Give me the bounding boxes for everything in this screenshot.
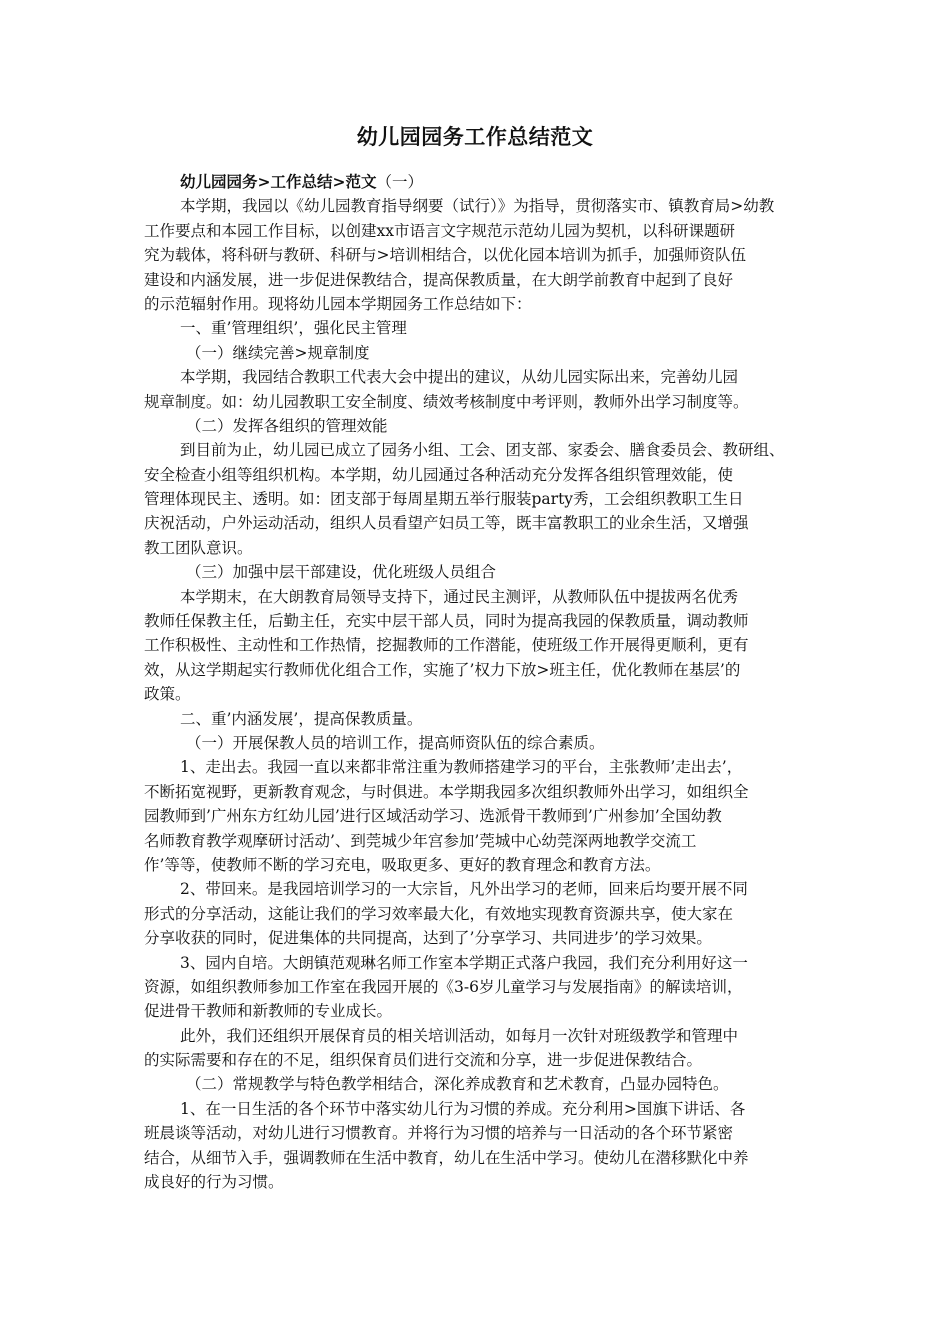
text-line: （二）发挥各组织的管理效能	[186, 416, 388, 435]
text-line: 1、在一日生活的各个环节中落实幼儿行为习惯的养成。充分利用>国旗下讲话、各	[180, 1099, 746, 1118]
text-line: 二、重’内涵发展’，提高保教质量。	[180, 709, 423, 728]
text-line: （一）开展保教人员的培训工作，提高师资队伍的综合素质。	[186, 733, 605, 752]
text-line: 结合，从细节入手，强调教师在生活中教育，幼儿在生活中学习。使幼儿在潜移默化中养	[144, 1148, 749, 1167]
text-line: 班晨谈等活动，对幼儿进行习惯教育。并将行为习惯的培养与一日活动的各个环节紧密	[144, 1124, 734, 1143]
document-title: 幼儿园园务工作总结范文	[356, 125, 594, 149]
text-line: 教师任保教主任，后勤主任，充实中层干部人员，同时为提高我园的保教质量，调动教师	[144, 612, 749, 631]
text-line: 效，从这学期起实行教师优化组合工作，实施了’权力下放>班主任，优化教师在基层’的	[144, 660, 741, 679]
text-line: 的实际需要和存在的不足，组织保育员们进行交流和分享，进一步促进保教结合。	[144, 1051, 703, 1070]
text-line: 的示范辐射作用。现将幼儿园本学期园务工作总结如下：	[144, 294, 532, 313]
paragraph-lines	[144, 194, 812, 1194]
text-line: 园教师到’广州东方红幼儿园’进行区域活动学习、选派骨干教师到’广州参加’全国幼教	[144, 807, 722, 826]
text-line: 管理体现民主、透明。如：团支部于每周星期五举行服装party秀，工会组织教职工生日	[144, 490, 744, 509]
text-line: 本学期末，在大朗教育局领导支持下，通过民主测评，从教师队伍中提拔两名优秀	[180, 587, 739, 606]
text-line: 规章制度。如：幼儿园教职工安全制度、绩效考核制度中考评则，教师外出学习制度等。	[144, 392, 749, 411]
text-line: 政策。	[144, 685, 191, 704]
text-line: 成良好的行为习惯。	[144, 1173, 284, 1192]
text-line: （一）继续完善>规章制度	[186, 343, 370, 362]
section-subtitle	[144, 170, 812, 194]
text-line: 3、园内自培。大朗镇范观琳名师工作室本学期正式落户我园，我们充分利用好这一	[180, 953, 748, 972]
text-line: 建设和内涵发展，进一步促进保教结合，提高保教质量，在大朗学前教育中起到了良好	[144, 270, 734, 289]
text-line: （三）加强中层干部建设，优化班级人员组合	[186, 563, 497, 582]
text-line: 分享收获的同时，促进集体的共同提高，达到了’分享学习、共同进步’的学习效果。	[144, 929, 712, 948]
text-line: 安全检查小组等组织机构。本学期，幼儿园通过各种活动充分发挥各组织管理效能，使	[144, 465, 734, 484]
text-line: 名师教育教学观摩研讨活动’、到莞城少年宫参加’莞城中心幼莞深两地教学交流工	[144, 831, 697, 850]
text-line: 一、重’管理组织’，强化民主管理	[180, 319, 407, 338]
text-line: 作’等等，使教师不断的学习充电，吸取更多、更好的教育理念和教育方法。	[144, 855, 661, 874]
text-line: 到目前为止，幼儿园已成立了园务小组、工会、团支部、家委会、膳食委员会、教研组、	[180, 441, 785, 460]
text-line: 本学期，我园结合教职工代表大会中提出的建议，从幼儿园实际出来，完善幼儿园	[180, 368, 739, 387]
subtitle-bold: 幼儿园园务>工作总结>范文	[180, 173, 377, 191]
text-line: 1、走出去。我园一直以来都非常注重为教师搭建学习的平台，主张教师’走出去’，	[180, 758, 743, 777]
text-line: 形式的分享活动，这能让我们的学习效率最大化，有效地实现教育资源共享，使大家在	[144, 904, 734, 923]
text-line: 2、带回来。是我园培训学习的一大宗旨，凡外出学习的老师，回来后均要开展不同	[180, 880, 748, 899]
text-line: 庆祝活动，户外运动活动，组织人员看望产妇员工等，既丰富教职工的业余生活，又增强	[144, 514, 749, 533]
text-line: 促进骨干教师和新教师的专业成长。	[144, 1002, 393, 1021]
text-line: 资源，如组织教师参加工作室在我园开展的《3-6岁儿童学习与发展指南》的解读培训，	[144, 977, 743, 996]
text-line: 教工团队意识。	[144, 538, 253, 557]
subtitle-suffix: （一）	[376, 173, 423, 191]
text-line: 不断拓宽视野，更新教育观念，与时俱进。本学期我园多次组织教师外出学习，如组织全	[144, 782, 749, 801]
text-line: 本学期，我园以《幼儿园教育指导纲要（试行）》为指导，贯彻落实市、镇教育局>幼教	[180, 197, 775, 216]
text-line: 工作要点和本园工作目标，以创建xx市语言文字规范示范幼儿园为契机，以科研课题研	[144, 221, 735, 240]
document-body	[144, 170, 812, 1194]
text-line: 工作积极性、主动性和工作热情，挖掘教师的工作潜能，使班级工作开展得更顺利，更有	[144, 636, 749, 655]
text-line: 究为载体，将科研与教研、科研与>培训相结合，以优化园本培训为抓手，加强师资队伍	[144, 246, 746, 265]
text-line: 此外，我们还组织开展保育员的相关培训活动，如每月一次针对班级教学和管理中	[180, 1026, 739, 1045]
text-line: （二）常规教学与特色教学相结合，深化养成教育和艺术教育，凸显办园特色。	[186, 1075, 729, 1094]
